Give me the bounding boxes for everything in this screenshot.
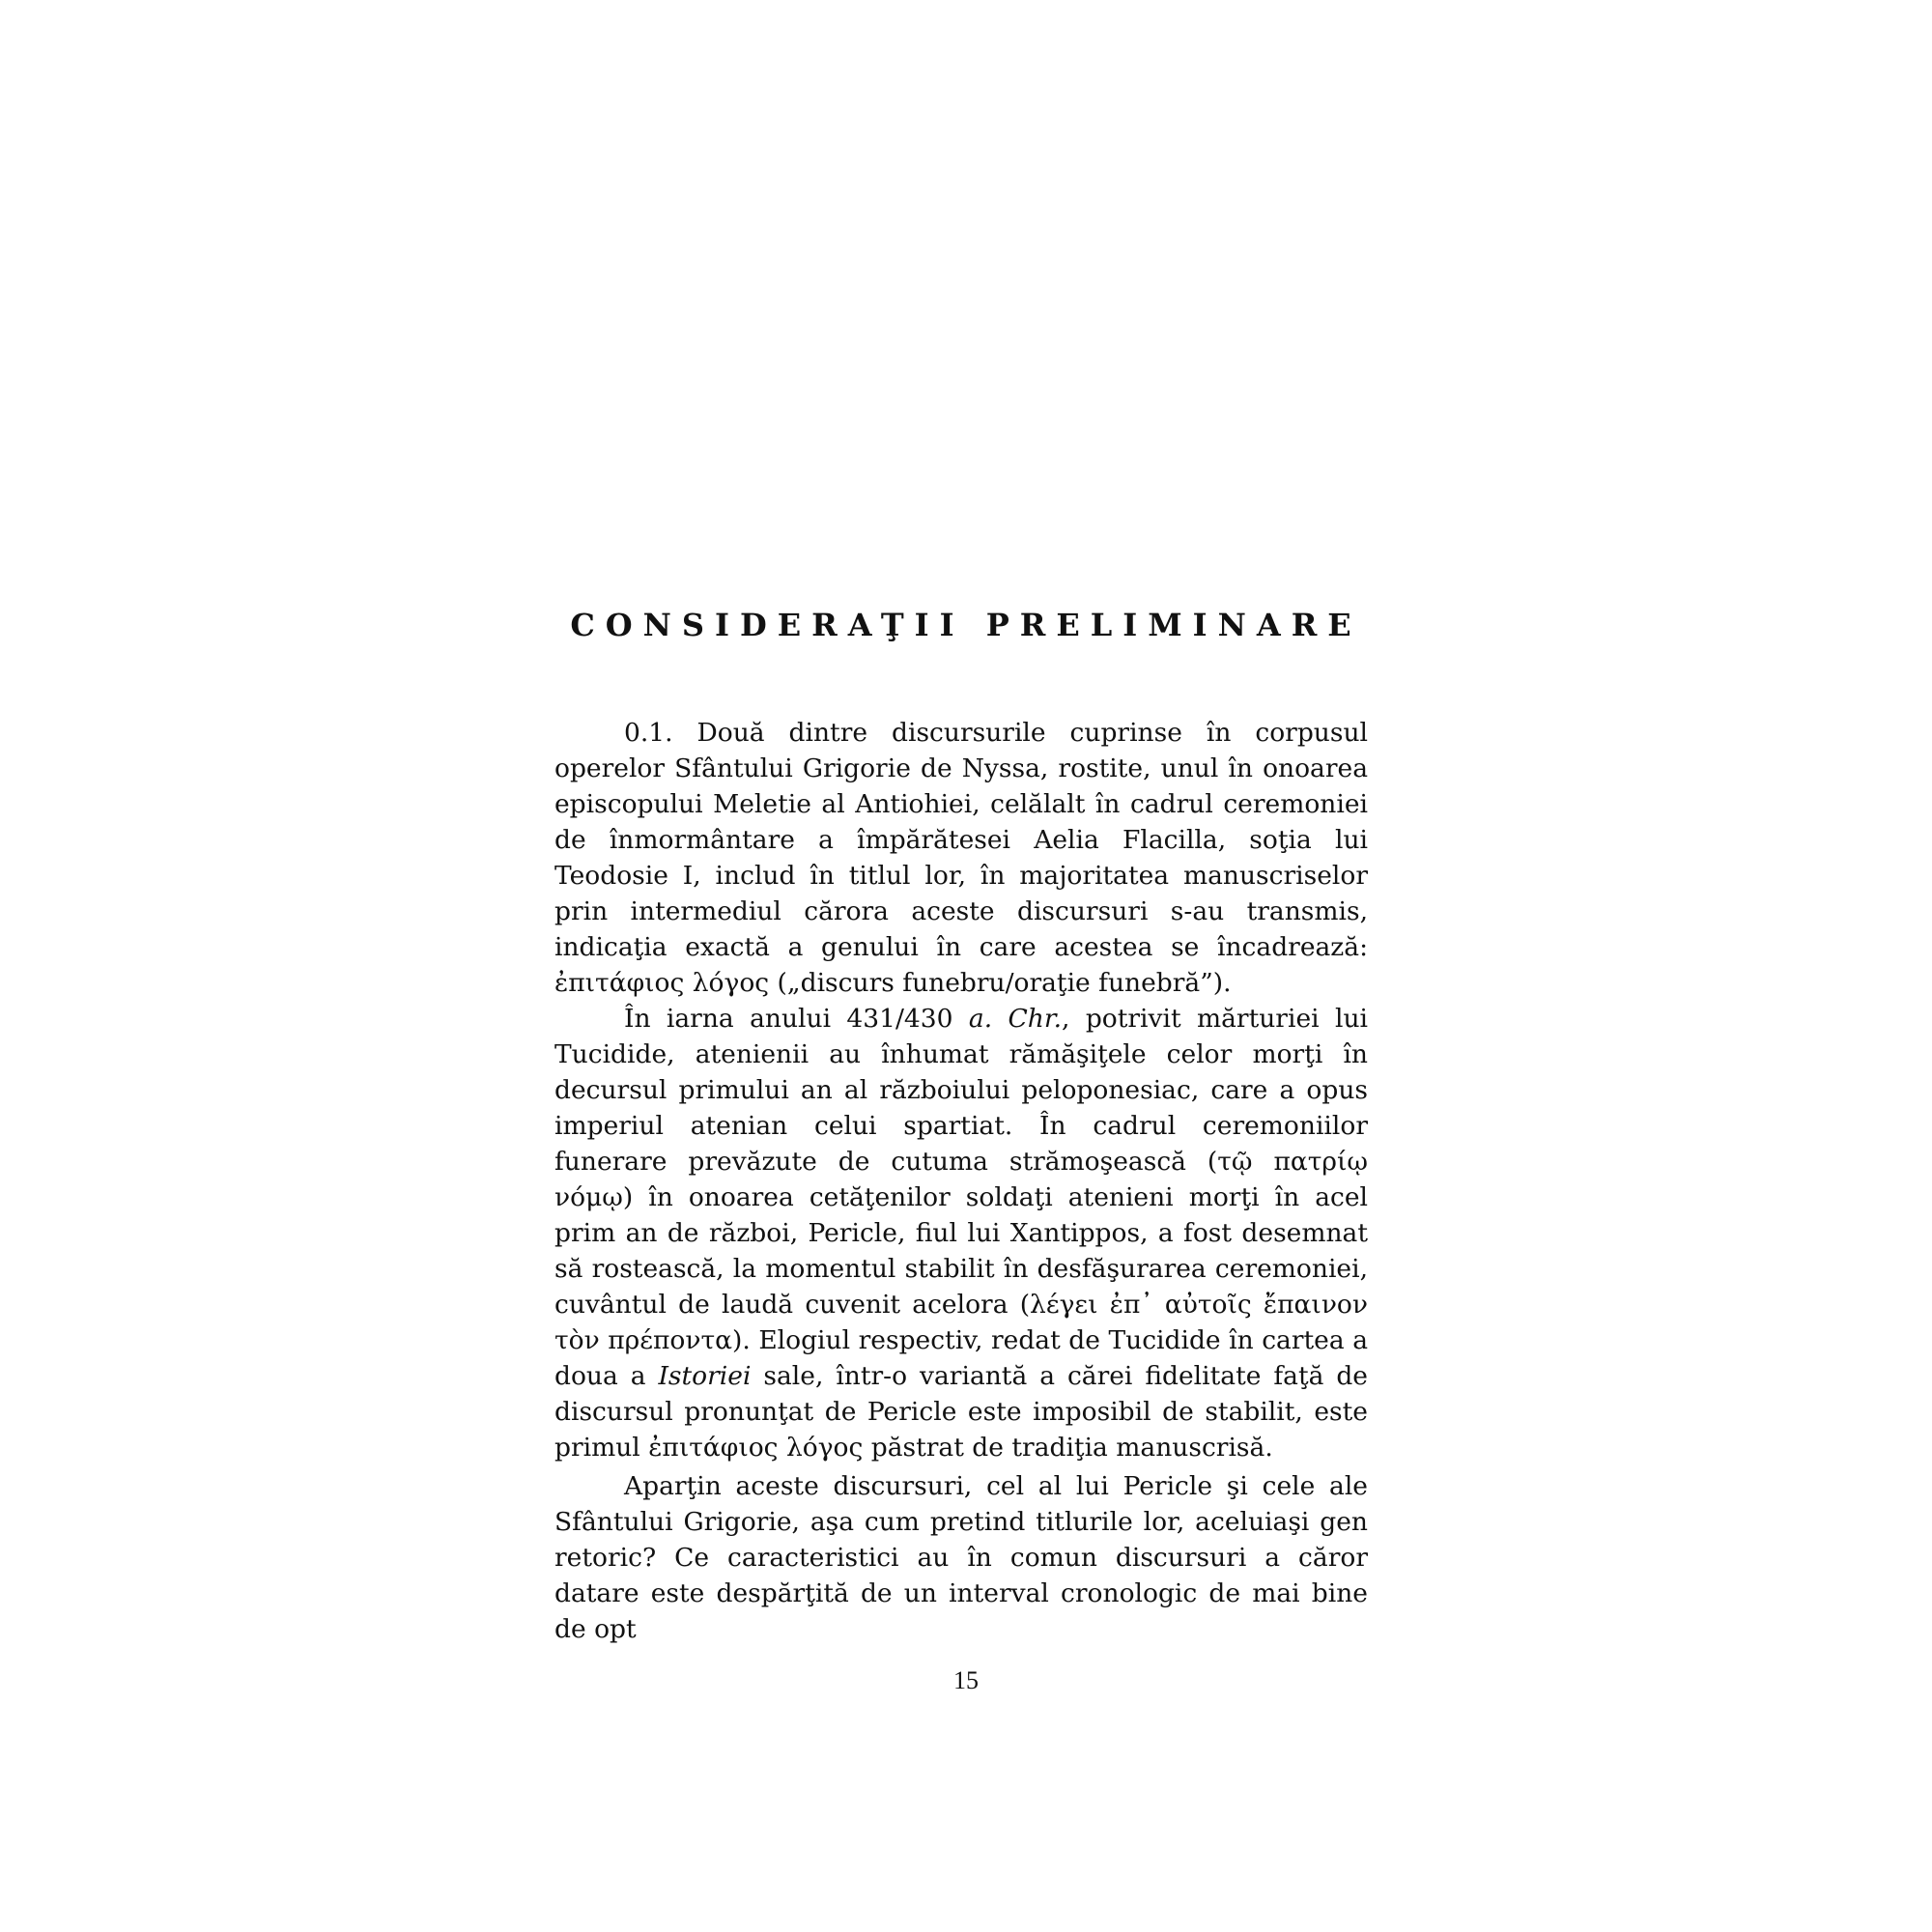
page-number: 15 (953, 1666, 979, 1694)
chapter-title: CONSIDERAŢII PRELIMINARE (570, 607, 1362, 643)
paragraph-1-text: Două dintre discursurile cuprinse în corpusul operelor Sfântului Grigorie de Nyssa, rostite, unul în onoarea episcopului Meletie al Antiohiei, celălalt în cadrul ceremoniei de înmormântare a împărătesei Aelia Flacilla, soţia lui Teodosie I, includ în titlul lor, în majoritatea manuscriselor prin intermediul cărora aceste discursuri s-au transmis, indicaţia exactă a genului în care acestea se încadrează: ἐπιτάφιος λόγος („discurs funebru/oraţie funebră”). (554, 718, 1368, 998)
section-number: 0.1. (624, 718, 673, 748)
paragraph-1 (554, 715, 1368, 1001)
paragraph-2-text-c: sale, într-o variantă a cărei fidelitate faţă de discursul pronunţat de Pericle este imposibil de stabilit, este primul ἐπιτάφιος λόγος păstrat de tradiţia manuscrisă. (554, 1361, 1368, 1463)
paragraph-2-italic-b: Istoriei (658, 1361, 752, 1391)
paragraph-2-italic-a: a. Chr. (968, 1004, 1063, 1034)
paragraph-3 (554, 1468, 1368, 1647)
body-text (554, 715, 1368, 1647)
paragraph-3-text: Aparţin aceste discursuri, cel al lui Pericle şi cele ale Sfântului Grigorie, aşa cum pretind titlurile lor, aceluiaşi gen retoric? Ce caracteristici au în comun discursuri a căror datare este despărţită de un interval cronologic de mai bine de opt (554, 1471, 1368, 1644)
paragraph-2-text-b: , potrivit mărturiei lui Tucidide, atenienii au înhumat rămăşiţele celor morţi în decursul primului an al războiului peloponesiac, care a opus imperiul atenian celui spartiat. În cadrul ceremoniilor funerare prevăzute de cutuma strămoşească (τῷ πατρίῳ νόμῳ) în onoarea cetăţenilor soldaţi atenieni morţi în acel prim an de război, Pericle, fiul lui Xantippos, a fost desemnat să rostească, la momentul stabilit în desfăşurarea ceremoniei, cuvântul de laudă cuvenit acelora (λέγει ἐπ᾽ αὐτοῖς ἔπαινον τὸν πρέποντα). Elogiul respectiv, redat de Tucidide în cartea a doua a (554, 1004, 1368, 1391)
paragraph-2 (554, 1001, 1368, 1465)
paragraph-2-text-a: În iarna anului 431/430 (624, 1004, 969, 1034)
